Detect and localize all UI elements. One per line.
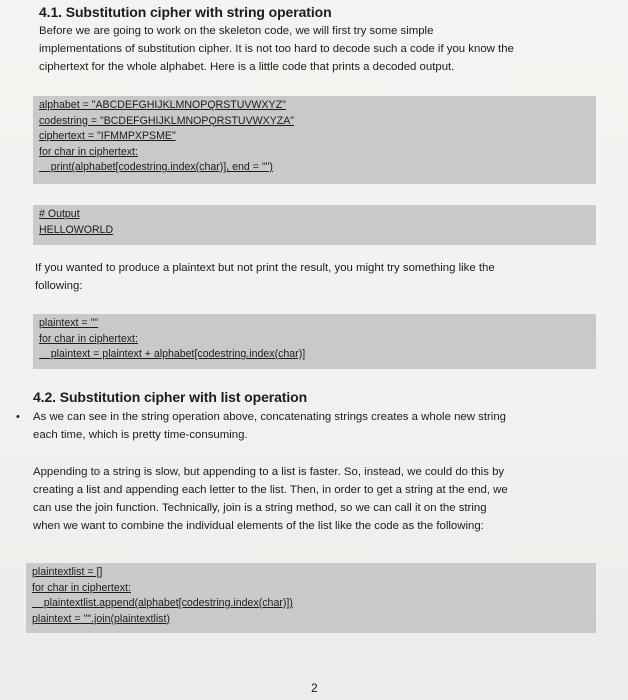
code-line: plaintext = "".join(plaintextlist) bbox=[32, 612, 170, 625]
paragraph-line: each time, which is pretty time-consuming. bbox=[33, 429, 248, 441]
intro-line: ciphertext for the whole alphabet. Here is a little code that prints a decoded output. bbox=[39, 61, 455, 73]
code-block-plaintext bbox=[33, 314, 596, 369]
bullet-mark: • bbox=[16, 411, 20, 423]
paragraph-plaintext-intro bbox=[35, 259, 495, 295]
intro-line: Before we are going to work on the skeleton code, we will first try some simple bbox=[39, 25, 434, 37]
code-line: plaintextlist = [] bbox=[32, 566, 103, 578]
code-line: plaintext = "" bbox=[39, 317, 99, 329]
code-line: plaintext = plaintext + alphabet[codestring.index(char)] bbox=[39, 348, 306, 360]
intro-paragraph bbox=[39, 22, 514, 76]
code-line: print(alphabet[codestring.index(char)], end = "") bbox=[39, 161, 273, 173]
paragraph-join-explanation bbox=[33, 463, 508, 535]
paragraph-line: If you wanted to produce a plaintext but not print the result, you might try something like the bbox=[35, 262, 495, 274]
paragraph-line: Appending to a string is slow, but appending to a list is faster. So, instead, we could do this by bbox=[33, 466, 505, 478]
intro-line: implementations of substitution cipher. It is not too hard to decode such a code if you know the bbox=[39, 43, 514, 55]
code-line: HELLOWORLD bbox=[39, 223, 114, 236]
paragraph-line: following: bbox=[35, 280, 83, 292]
code-line: for char in ciphertext: bbox=[39, 145, 138, 158]
paragraph-line: when we want to combine the individual elements of the list like the code as the following: bbox=[33, 520, 484, 532]
section-heading-4-1: 4.1. Substitution cipher with string operation bbox=[39, 4, 332, 20]
paragraph-list-intro bbox=[33, 408, 506, 444]
section-heading-4-2: 4.2. Substitution cipher with list operation bbox=[33, 389, 308, 405]
paragraph-line: As we can see in the string operation above, concatenating strings creates a whole new string bbox=[33, 411, 506, 423]
code-block-string-decode bbox=[33, 96, 596, 184]
code-line: alphabet = "ABCDEFGHIJKLMNOPQRSTUVWXYZ" bbox=[39, 99, 286, 111]
paragraph-line: creating a list and appending each letter to the list. Then, in order to get a string at the end, we bbox=[33, 484, 508, 496]
code-block-output bbox=[33, 205, 596, 245]
code-line: plaintextlist.append(alphabet[codestring.index(char)]) bbox=[32, 597, 293, 609]
code-block-list-append bbox=[26, 563, 596, 633]
code-line: # Output bbox=[39, 208, 80, 220]
code-line: for char in ciphertext: bbox=[32, 581, 131, 594]
code-line: for char in ciphertext: bbox=[39, 332, 138, 345]
code-line: ciphertext = "IFMMPXPSME" bbox=[39, 130, 176, 142]
code-line: codestring = "BCDEFGHIJKLMNOPQRSTUVWXYZA" bbox=[39, 114, 295, 127]
page-number: 2 bbox=[311, 681, 318, 695]
paragraph-line: can use the join function. Technically, join is a string method, so we can call it on the string bbox=[33, 502, 487, 514]
